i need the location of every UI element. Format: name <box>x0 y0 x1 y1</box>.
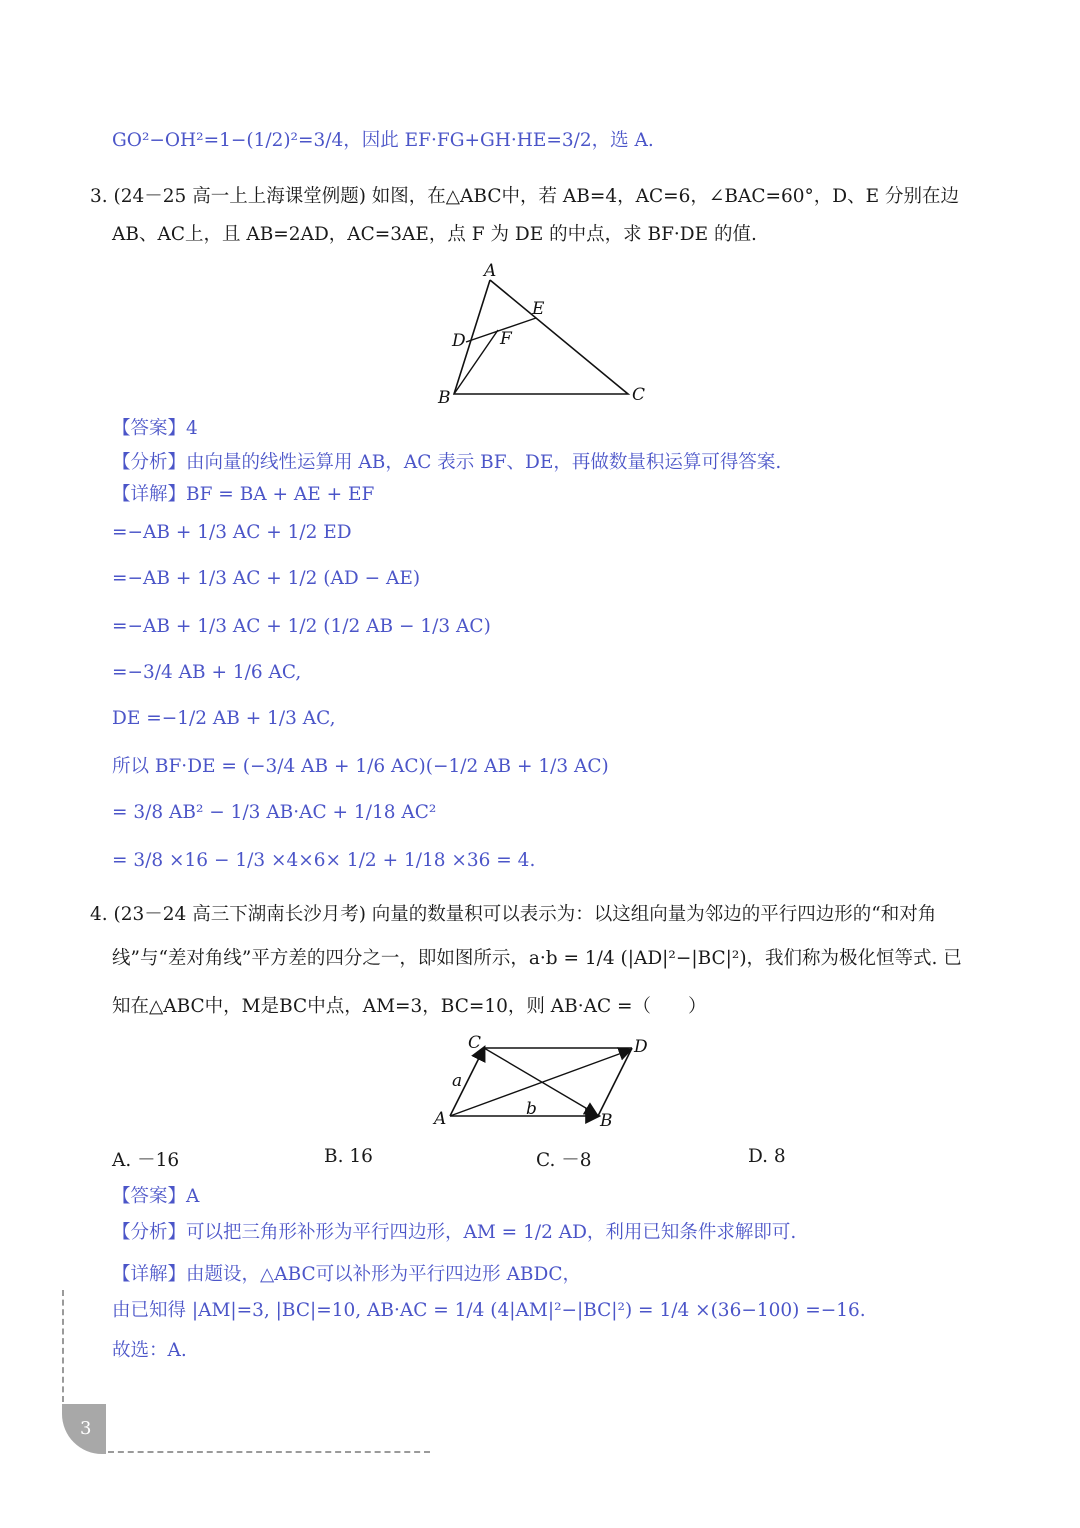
q4-option-a: A. －16 <box>112 1150 180 1171</box>
page-border-dashed-horizontal <box>108 1451 430 1453</box>
q3-label-E: E <box>532 299 545 319</box>
q3-triangle-figure <box>430 258 660 410</box>
q4-stem-line-1: 4. (23－24 高三下湖南长沙月考) 向量的数量积可以表示为：以这组向量为邻边的平行四边形的“和对角 <box>90 904 937 925</box>
page-number: 3 <box>80 1418 92 1439</box>
q4-stem-line-3: 知在△ABC中，M是BC中点，AM=3，BC=10，则 AB·AC =（ ） <box>112 996 707 1017</box>
q3-detail-line-4: =−3/4 AB + 1/6 AC, <box>112 662 302 683</box>
q4-analysis: 【分析】可以把三角形补形为平行四边形，AM = 1/2 AD，利用已知条件求解即可. <box>112 1222 797 1243</box>
q4-detail-line-2: 故选：A. <box>112 1340 187 1361</box>
q3-detail-line-3: =−AB + 1/3 AC + 1/2 (1/2 AB − 1/3 AC) <box>112 616 491 637</box>
q4-label-A: A <box>434 1109 447 1128</box>
q3-detail-line-7: = 3/8 AB² − 1/3 AB·AC + 1/18 AC² <box>112 802 437 823</box>
q4-parallelogram-figure <box>426 1028 662 1128</box>
q4-detail-line-1: 由已知得 |AM|=3, |BC|=10, AB·AC = 1/4 (4|AM|²−|BC|²) = 1/4 ×(36−100) =−16. <box>112 1300 866 1321</box>
q3-label-B: B <box>438 388 451 408</box>
q3-detail-line-1: =−AB + 1/3 AC + 1/2 ED <box>112 522 352 543</box>
q4-label-B: B <box>600 1111 613 1128</box>
q3-label-A: A <box>484 261 497 281</box>
q4-label-b: b <box>526 1099 537 1119</box>
top-solution-line: GO²−OH²=1−(1/2)²=3/4，因此 EF·FG+GH·HE=3/2，选 A. <box>112 130 654 151</box>
q3-detail-line-0: 【详解】BF = BA + AE + EF <box>112 484 375 505</box>
q4-label-a: a <box>452 1071 463 1091</box>
q3-detail-line-8: = 3/8 ×16 − 1/3 ×4×6× 1/2 + 1/18 ×36 = 4. <box>112 850 536 871</box>
q4-stem-line-2: 线”与“差对角线”平方差的四分之一，即如图所示，a·b = 1/4 (|AD|²−|BC|²)，我们称为极化恒等式. 已 <box>112 948 962 969</box>
q4-option-c: C. －8 <box>536 1150 592 1171</box>
q3-detail-line-6: 所以 BF·DE = (−3/4 AB + 1/6 AC)(−1/2 AB + 1/3 AC) <box>112 756 609 777</box>
q4-detail-line-0: 【详解】由题设，△ABC可以补形为平行四边形 ABDC， <box>112 1264 582 1285</box>
q3-answer: 【答案】4 <box>112 418 198 439</box>
q3-detail-line-2: =−AB + 1/3 AC + 1/2 (AD − AE) <box>112 568 421 589</box>
q3-label-D: D <box>452 331 466 351</box>
q3-stem-line-1: 3. (24－25 高一上上海课堂例题) 如图，在△ABC中，若 AB=4，AC=6，∠BAC=60°，D、E 分别在边 <box>90 186 960 207</box>
q3-analysis: 【分析】由向量的线性运算用 AB，AC 表示 BF、DE，再做数量积运算可得答案. <box>112 452 782 473</box>
page-border-dashed-vertical <box>62 1290 64 1402</box>
q3-label-F: F <box>500 329 512 349</box>
q4-option-d: D. 8 <box>748 1146 786 1167</box>
q4-answer: 【答案】A <box>112 1186 200 1207</box>
q4-label-D: D <box>634 1037 648 1057</box>
q3-label-C: C <box>632 385 646 405</box>
q3-stem-line-2: AB、AC上，且 AB=2AD，AC=3AE，点 F 为 DE 的中点，求 BF·DE 的值. <box>112 224 757 245</box>
q4-option-b: B. 16 <box>324 1146 373 1167</box>
q4-label-C: C <box>468 1033 482 1053</box>
q3-detail-line-5: DE =−1/2 AB + 1/3 AC, <box>112 708 336 729</box>
